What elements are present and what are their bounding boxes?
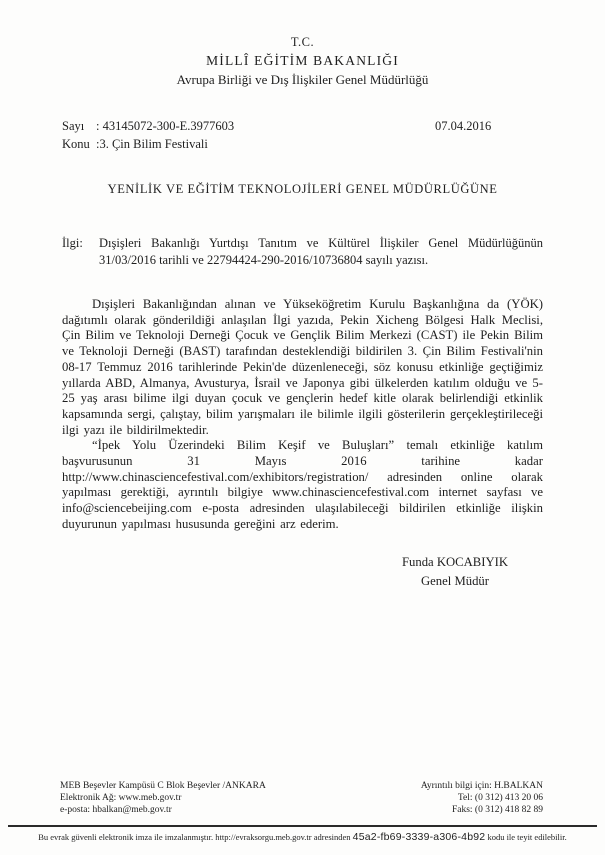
footer-network: Elektronik Ağ: www.meb.gov.tr <box>60 793 182 803</box>
footer-address-block <box>60 780 266 816</box>
footer-contact-block <box>421 780 543 816</box>
ref-number-value: : 43145072-300-E.3977603 <box>96 119 235 133</box>
signatory-title: Genel Müdür <box>420 573 489 588</box>
footer-email: e-posta: hbalkan@meb.gov.tr <box>60 805 172 815</box>
body-paragraph-2: “İpek Yolu Üzerindeki Bilim Keşif ve Buluşları” temalı etkinliğe katılım başvurusunun 31 Mayıs 2016 tarihine kadar http://www.chinasciencefestival.com/exhibitors/registration/ adresinden online olarak yapılması gerektiği, ayrıntılı bilgiye www.chinasciencefestival.com internet sayfası ve info@sciencebeijing.com e-posta adresinden ulaşılabileceği bildirilen etkinliğe ilişkin duyurunun yapılması hususunda gereğini arz ederim. <box>62 438 543 531</box>
letterhead-directorate: Avrupa Birliği ve Dış İlişkiler Genel Müdürlüğü <box>176 72 429 87</box>
verification-suffix: kodu ile teyit edilebilir. <box>485 832 567 842</box>
footer-fax: Faks: (0 312) 418 82 89 <box>451 805 543 815</box>
document-date: 07.04.2016 <box>435 119 492 133</box>
verification-code: 45a2-fb69-3339-a306-4b92 <box>352 831 486 843</box>
verification-line <box>0 831 605 843</box>
recipient-line: YENİLİK VE EĞİTİM TEKNOLOJİLERİ GENEL MÜDÜRLÜĞÜNE <box>107 182 498 196</box>
subject-value: :3. Çin Bilim Festivali <box>96 137 208 151</box>
letterhead <box>0 0 605 89</box>
subject-label: Konu <box>62 137 90 151</box>
reference-label: İlgi: <box>62 236 83 250</box>
letterhead-ministry: MİLLÎ EĞİTİM BAKANLIĞI <box>206 53 399 68</box>
footer-phone: Tel: (0 312) 413 20 06 <box>457 793 543 803</box>
signatory-name: Funda KOCABIYIK <box>401 554 509 569</box>
footer-contact-person: Ayrıntılı bilgi için: H.BALKAN <box>420 781 543 791</box>
letterhead-republic: T.C. <box>290 35 315 49</box>
footer <box>0 780 605 843</box>
body-paragraph-1: Dışişleri Bakanlığından alınan ve Yükseköğretim Kurulu Başkanlığına da (YÖK) dağıtımlı olarak gönderildiği anlaşılan İlgi yazıda, Pekin Xicheng Bölgesi Halk Meclisi, Çin Bilim ve Teknoloji Derneği Çocuk ve Gençlik Bilim Merkezi (CAST) ile Pekin Bilim ve Teknoloji Derneği (BAST) tarafından desteklendiği bildirilen 3. Çin Bilim Festivali'nin 08-17 Temmuz 2016 tarihlerinde Pekin'de düzenleneceği, söz konusu etkinliğe geçtiğimiz yıllarda ABD, Almanya, Avusturya, İsrail ve Japonya gibi ülkelerden katılım olduğu ve 5-25 yaş arası bilime ilgi duyan çocuk ve gençlerin hedef kitle olarak belirlendiği etkinlik kapsamında sergi, çalıştay, bilim yarışmaları ile bilimle ilgili gösterilerin gerçekleştirileceği ilgi yazı ile bildirilmektedir. <box>62 297 543 437</box>
letter-body <box>62 297 543 533</box>
footer-divider <box>8 825 597 827</box>
verification-prefix: Bu evrak güvenli elektronik imza ile imzalanmıştır. http://evraksorgu.meb.gov.tr adresinden <box>38 832 353 842</box>
reference-block <box>62 235 543 269</box>
document-meta <box>62 117 543 153</box>
signature-block <box>335 553 575 591</box>
reference-text: Dışişleri Bakanlığı Yurtdışı Tanıtım ve Kültürel İlişkiler Genel Müdürlüğünün 31/03/2016 tarihli ve 22794424-290-2016/10736804 sayılı yazısı. <box>99 236 543 267</box>
ref-number-label: Sayı <box>62 119 85 133</box>
footer-address: MEB Beşevler Kampüsü C Blok Beşevler /ANKARA <box>60 781 266 791</box>
